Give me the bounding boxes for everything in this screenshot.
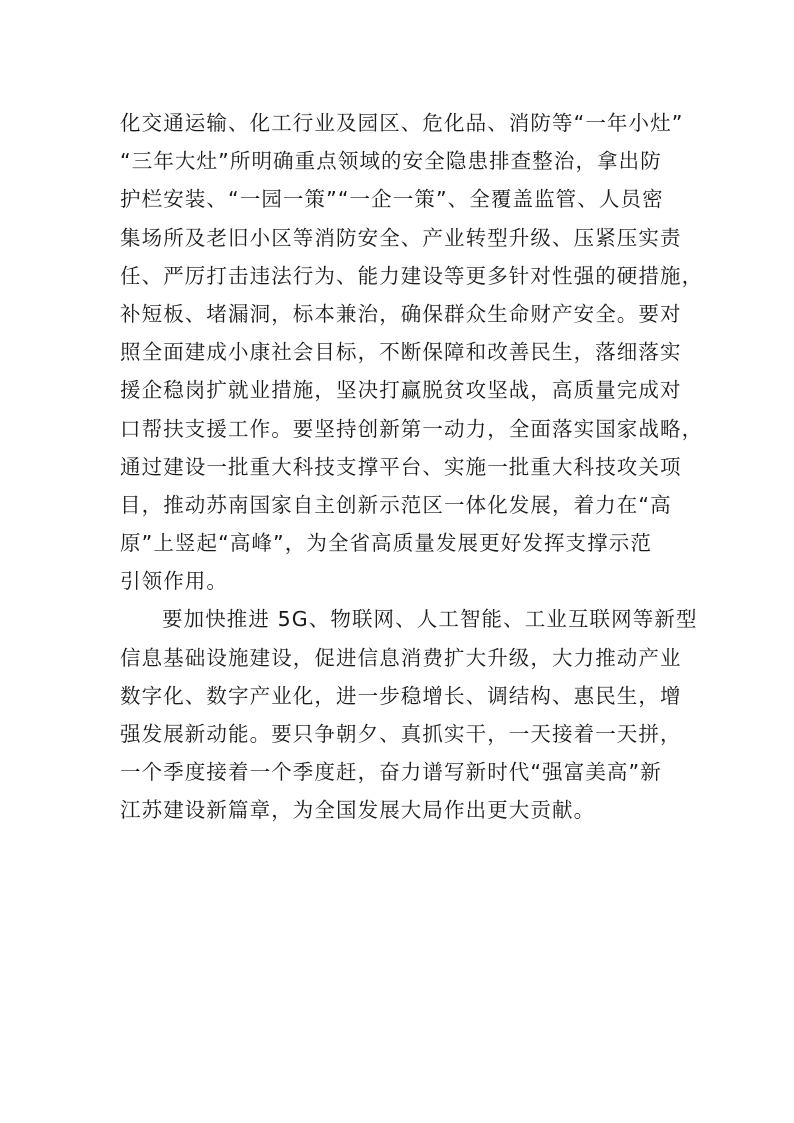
text-line: “三年大灶”所明确重点领域的安全隐患排查整治，拿出防: [120, 149, 662, 174]
paragraph-2: [120, 600, 698, 829]
text-line: 化交通运输、化工行业及园区、危化品、消防等“一年小灶”: [120, 111, 684, 135]
text-line: 补短板、堵漏洞，标本兼治，确保群众生命财产安全。要对: [120, 301, 682, 326]
text-line: 目，推动苏南国家自主创新示范区一体化发展，着力在“高: [120, 492, 672, 517]
text-line: 强发展新动能。要只争朝夕、真抓实干，一天接着一天拼，: [120, 722, 682, 746]
text-line: 引领作用。: [120, 569, 228, 594]
text-line: 通过建设一批重大科技支撑平台、实施一批重大科技攻关项: [120, 454, 682, 479]
text-line: 原”上竖起“高峰”，为全省高质量发展更好发挥支撑示范: [120, 531, 652, 556]
text-line: 一个季度接着一个季度赶，奋力谱写新时代“强富美高”新: [120, 760, 662, 785]
text-line: 口帮扶支援工作。要坚持创新第一动力，全面落实国家战略，: [120, 416, 704, 441]
text-line: 信息基础设施建设，促进信息消费扩大升级，大力推动产业: [120, 645, 682, 670]
text-line: 援企稳岗扩就业措施，坚决打赢脱贫攻坚战，高质量完成对: [120, 378, 682, 403]
paragraph-1: [120, 104, 704, 600]
body-text: [120, 104, 704, 830]
text-line: 集场所及老旧小区等消防安全、产业转型升级、压紧压实责: [120, 225, 682, 250]
text-line: 护栏安装、“一园一策”“一企一策”、全覆盖监管、人员密: [120, 187, 664, 212]
text-line: 要加快推进 5G、物联网、人工智能、工业互联网等新型: [162, 607, 698, 632]
text-line: 任、严厉打击违法行为、能力建设等更多针对性强的硬措施，: [120, 263, 704, 288]
text-line: 照全面建成小康社会目标，不断保障和改善民生，落细落实: [120, 340, 682, 365]
text-line: 江苏建设新篇章，为全国发展大局作出更大贡献。: [120, 798, 596, 823]
text-line: 数字化、数字产业化，进一步稳增长、调结构、惠民生，增: [120, 683, 682, 708]
